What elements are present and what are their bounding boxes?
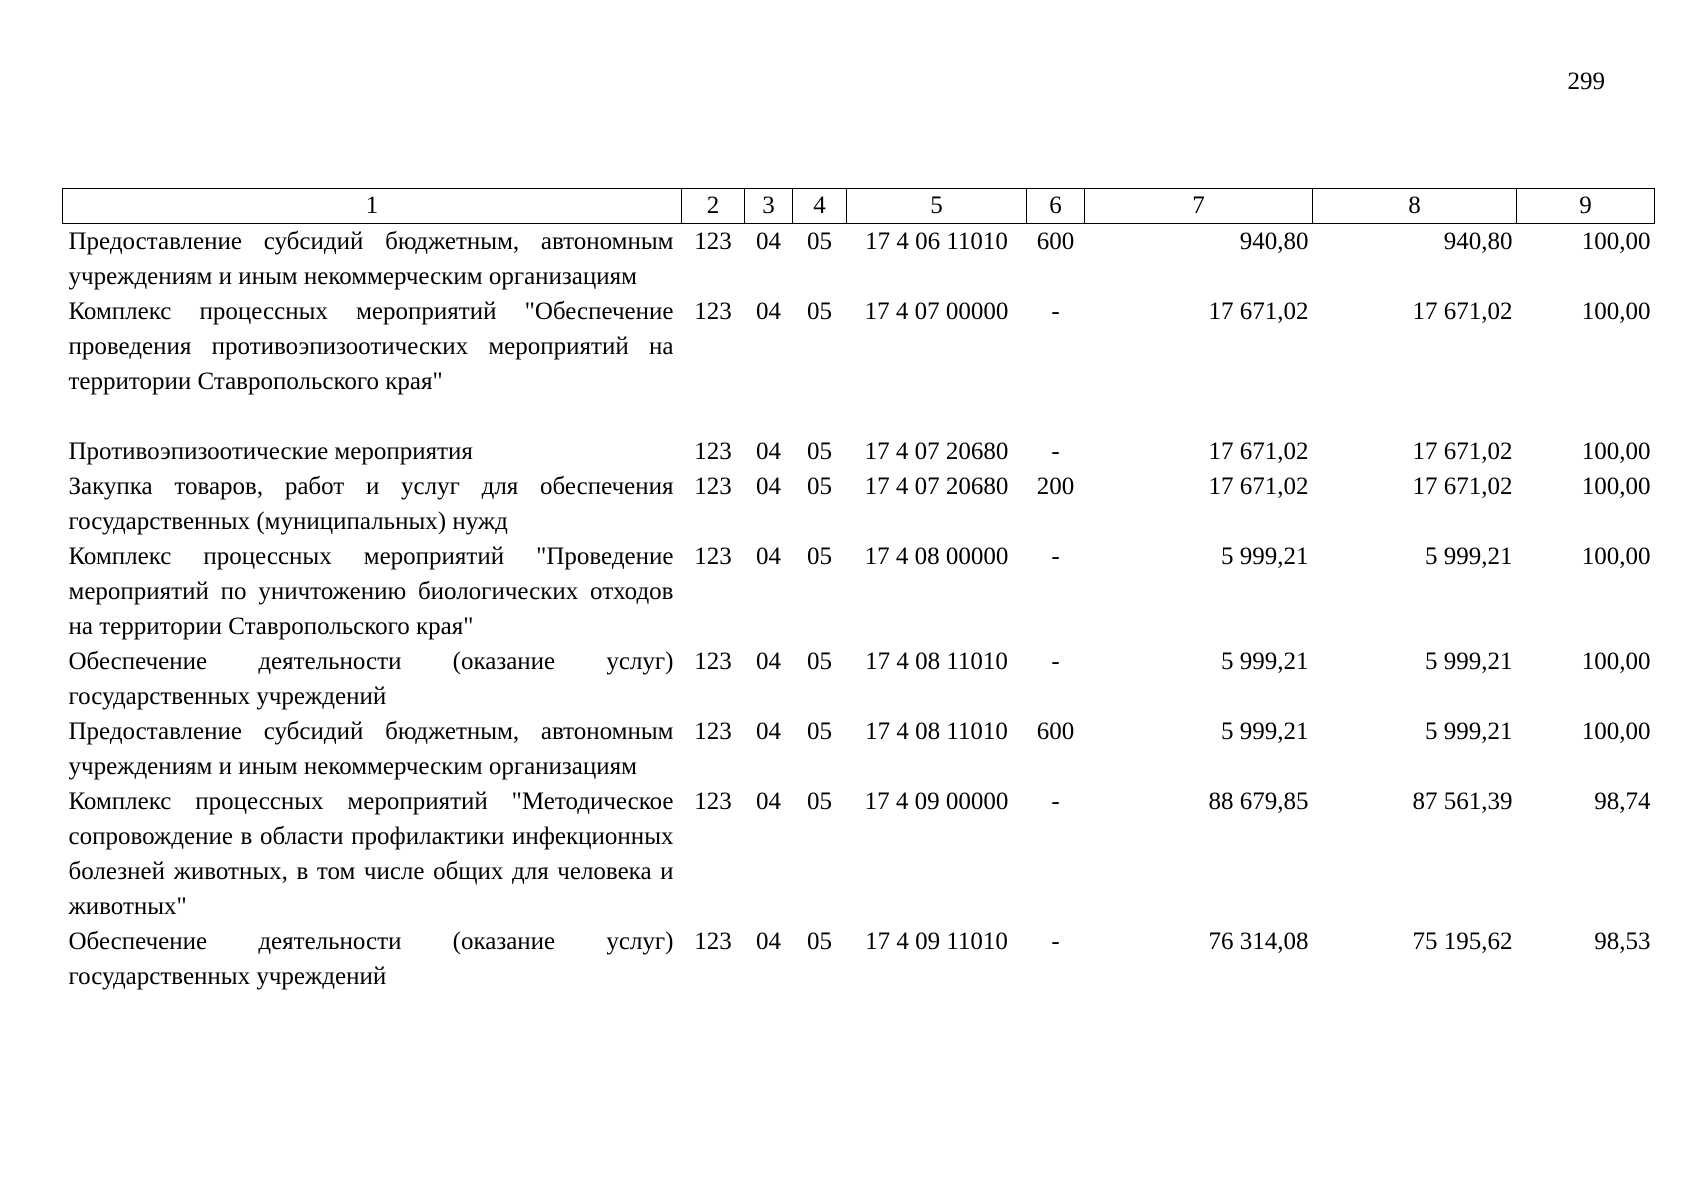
row-code-6: 600 xyxy=(1036,228,1075,255)
row-code-6: - xyxy=(1051,788,1060,815)
row-code-6: - xyxy=(1051,298,1060,325)
row-value-8: 17 671,02 xyxy=(1412,473,1513,500)
row-value-9: 100,00 xyxy=(1581,438,1651,465)
row-code-2: 123 xyxy=(694,473,732,500)
row-value-8: 940,80 xyxy=(1443,228,1513,255)
row-code-5: 17 4 08 11010 xyxy=(865,718,1008,745)
table-row xyxy=(63,294,1655,434)
row-code-2: 123 xyxy=(694,788,732,815)
row-code-5: 17 4 06 11010 xyxy=(865,228,1008,255)
row-value-8: 17 671,02 xyxy=(1412,438,1513,465)
table-row xyxy=(63,224,1655,295)
row-code-4: 05 xyxy=(807,473,832,500)
row-code-6: 200 xyxy=(1036,473,1075,500)
row-code-2: 123 xyxy=(694,543,732,570)
row-value-9: 98,74 xyxy=(1594,788,1651,815)
page-number: 299 xyxy=(1567,68,1605,95)
row-code-6: 600 xyxy=(1036,718,1075,745)
row-code-5: 17 4 09 00000 xyxy=(864,788,1009,815)
row-code-3: 04 xyxy=(756,473,781,500)
row-code-3: 04 xyxy=(756,543,781,570)
row-code-4: 05 xyxy=(807,648,832,675)
row-code-6: - xyxy=(1051,438,1060,465)
row-code-5: 17 4 09 11010 xyxy=(865,928,1008,955)
column-header-4: 4 xyxy=(793,189,847,224)
column-header-6: 6 xyxy=(1027,189,1085,224)
table-row xyxy=(63,784,1655,924)
row-code-6: - xyxy=(1051,648,1060,675)
table-header-row xyxy=(63,189,1655,224)
row-value-8: 87 561,39 xyxy=(1412,788,1513,815)
column-header-3: 3 xyxy=(745,189,793,224)
row-code-2: 123 xyxy=(694,648,732,675)
row-value-7: 76 314,08 xyxy=(1208,928,1309,955)
table-row xyxy=(63,434,1655,469)
row-code-2: 123 xyxy=(694,228,732,255)
row-value-9: 100,00 xyxy=(1581,648,1651,675)
row-name: Предоставление субсидий бюджетным, автономным учреждениям и иным некоммерческим организациям xyxy=(68,228,674,290)
row-code-6: - xyxy=(1051,928,1060,955)
row-code-2: 123 xyxy=(694,928,732,955)
table-body xyxy=(63,224,1655,995)
table-row xyxy=(63,644,1655,714)
row-name: Обеспечение деятельности (оказание услуг) государственных учреждений xyxy=(68,648,674,710)
row-code-3: 04 xyxy=(756,648,781,675)
row-value-7: 17 671,02 xyxy=(1208,298,1309,325)
row-code-3: 04 xyxy=(756,438,781,465)
row-code-3: 04 xyxy=(756,788,781,815)
budget-table xyxy=(62,188,1655,994)
row-value-9: 100,00 xyxy=(1581,473,1651,500)
row-value-8: 75 195,62 xyxy=(1412,928,1513,955)
row-value-8: 17 671,02 xyxy=(1412,298,1513,325)
row-name: Противоэпизоотические мероприятия xyxy=(68,438,473,465)
row-code-5: 17 4 07 20680 xyxy=(864,473,1009,500)
row-name: Комплекс процессных мероприятий "Методическое сопровождение в области профилактики инфекционных болезней животных, в том числе общих для человека и животных" xyxy=(68,788,674,920)
column-header-2: 2 xyxy=(682,189,745,224)
row-code-4: 05 xyxy=(807,928,832,955)
row-code-3: 04 xyxy=(756,928,781,955)
row-code-6: - xyxy=(1051,543,1060,570)
table-row xyxy=(63,539,1655,644)
column-header-8: 8 xyxy=(1313,189,1517,224)
row-code-5: 17 4 07 20680 xyxy=(864,438,1009,465)
row-code-5: 17 4 08 11010 xyxy=(865,648,1008,675)
row-value-9: 98,53 xyxy=(1594,928,1651,955)
row-value-9: 100,00 xyxy=(1581,543,1651,570)
table-row xyxy=(63,924,1655,994)
row-code-5: 17 4 08 00000 xyxy=(864,543,1009,570)
row-value-9: 100,00 xyxy=(1581,298,1651,325)
row-value-7: 17 671,02 xyxy=(1208,473,1309,500)
row-code-4: 05 xyxy=(807,543,832,570)
row-value-8: 5 999,21 xyxy=(1425,543,1513,570)
row-code-3: 04 xyxy=(756,718,781,745)
budget-table-container xyxy=(62,188,1654,994)
row-code-4: 05 xyxy=(807,788,832,815)
row-code-3: 04 xyxy=(756,298,781,325)
row-code-4: 05 xyxy=(807,228,832,255)
row-code-4: 05 xyxy=(807,438,832,465)
row-value-7: 5 999,21 xyxy=(1221,718,1309,745)
row-name: Комплекс процессных мероприятий "Обеспечение проведения противоэпизоотических мероприятий на территории Ставропольского края" xyxy=(68,298,674,395)
row-value-7: 940,80 xyxy=(1239,228,1309,255)
row-value-7: 5 999,21 xyxy=(1221,648,1309,675)
column-header-1: 1 xyxy=(63,189,682,224)
row-code-2: 123 xyxy=(694,438,732,465)
row-value-9: 100,00 xyxy=(1581,228,1651,255)
row-code-2: 123 xyxy=(694,298,732,325)
row-value-9: 100,00 xyxy=(1581,718,1651,745)
row-value-7: 88 679,85 xyxy=(1208,788,1309,815)
row-name: Комплекс процессных мероприятий "Проведение мероприятий по уничтожению биологических отходов на территории Ставропольского края" xyxy=(68,543,674,640)
column-header-9: 9 xyxy=(1517,189,1655,224)
row-code-4: 05 xyxy=(807,298,832,325)
row-name: Закупка товаров, работ и услуг для обеспечения государственных (муниципальных) нужд xyxy=(68,473,674,535)
row-code-4: 05 xyxy=(807,718,832,745)
row-value-8: 5 999,21 xyxy=(1425,718,1513,745)
row-code-2: 123 xyxy=(694,718,732,745)
row-name: Предоставление субсидий бюджетным, автономным учреждениям и иным некоммерческим организациям xyxy=(68,718,674,780)
table-row xyxy=(63,714,1655,784)
row-code-3: 04 xyxy=(756,228,781,255)
row-code-5: 17 4 07 00000 xyxy=(864,298,1009,325)
row-value-8: 5 999,21 xyxy=(1425,648,1513,675)
table-row xyxy=(63,469,1655,539)
column-header-5: 5 xyxy=(847,189,1027,224)
column-header-7: 7 xyxy=(1085,189,1313,224)
row-value-7: 5 999,21 xyxy=(1221,543,1309,570)
row-value-7: 17 671,02 xyxy=(1208,438,1309,465)
row-name: Обеспечение деятельности (оказание услуг) государственных учреждений xyxy=(68,928,674,990)
